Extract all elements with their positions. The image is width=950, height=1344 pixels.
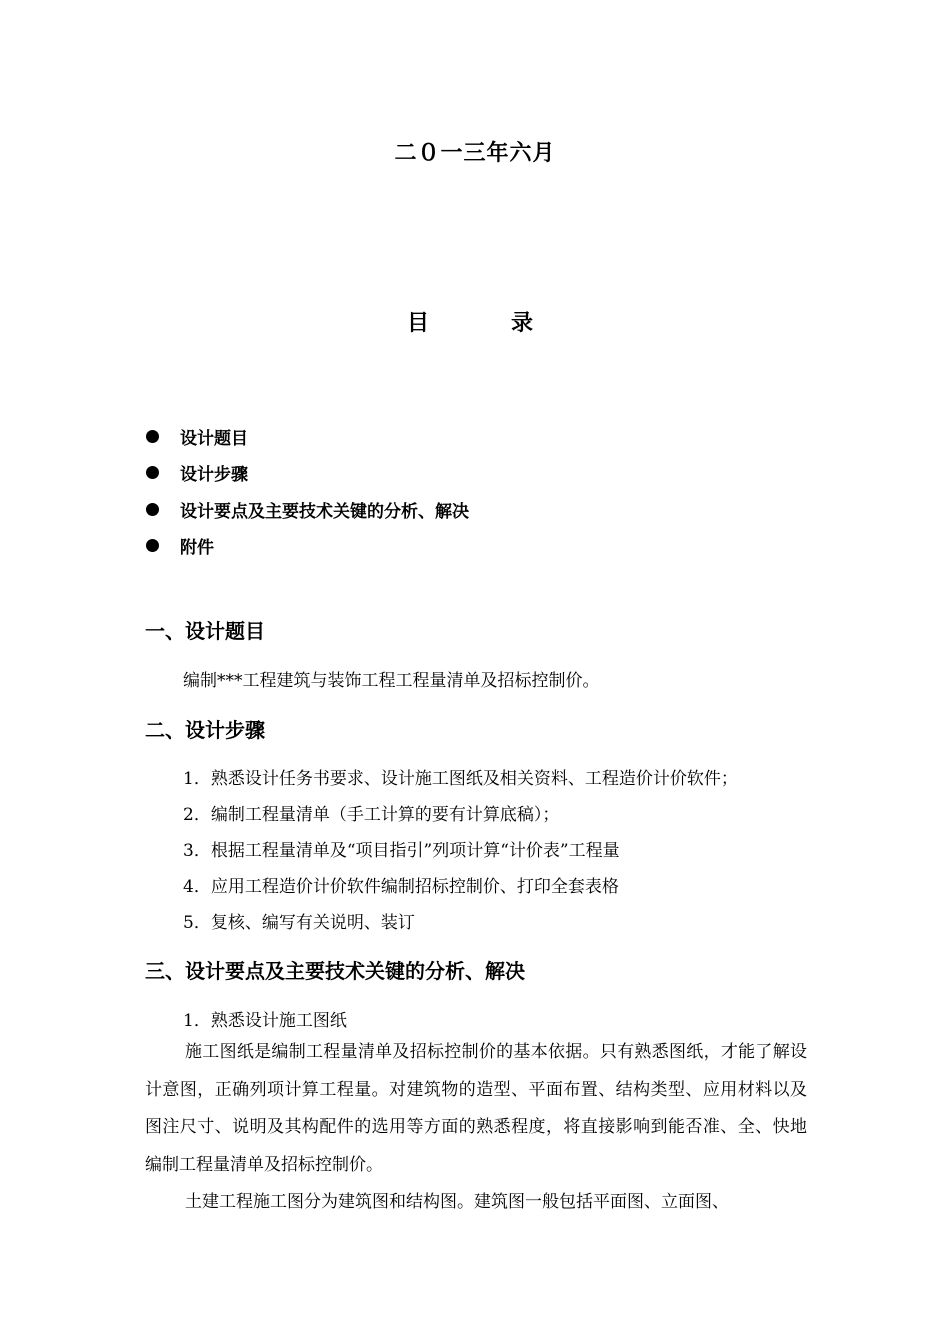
paragraph: 土建工程施工图分为建筑图和结构图。建筑图一般包括平面图、立面图、: [185, 1192, 729, 1212]
toc-title: 目 录: [406, 311, 563, 336]
step-item: 5．复核、编写有关说明、装订: [183, 913, 415, 933]
step-item: 1．熟悉设计任务书要求、设计施工图纸及相关资料、工程造价计价软件；: [183, 769, 738, 789]
bullet-icon: [146, 430, 159, 443]
toc-item: [145, 455, 469, 492]
toc-item: [145, 418, 469, 455]
section-heading-topic: 一、设计题目: [145, 619, 265, 643]
paragraph: 施工图纸是编制工程量清单及招标控制价的基本依据。只有熟悉图纸，才能了解设计意图，正确列项计算工程量。对建筑物的造型、平面布置、结构类型、应用材料以及图注尺寸、说明及其构配件的选用等方面的熟悉程度，将直接影响到能否准、全、快地编制工程量清单及招标控制价。: [145, 1042, 807, 1175]
section-heading-steps: 二、设计步骤: [145, 718, 265, 742]
toc-list: [145, 418, 469, 564]
subsection-heading: 1．熟悉设计施工图纸: [183, 1011, 347, 1031]
section-heading-key-points: 三、设计要点及主要技术关键的分析、解决: [145, 959, 525, 983]
step-item: 4．应用工程造价计价软件编制招标控制价、打印全套表格: [183, 877, 619, 897]
toc-item-label: 设计步骤: [180, 465, 248, 486]
bullet-icon: [146, 466, 159, 479]
toc-item-label: 附件: [180, 538, 214, 559]
bullet-icon: [146, 539, 159, 552]
date-line: 二０一三年六月: [394, 141, 556, 166]
toc-item: [145, 491, 469, 528]
toc-item: [145, 528, 469, 565]
step-item: 2．编制工程量清单（手工计算的要有计算底稿）；: [183, 805, 560, 825]
toc-item-label: 设计题目: [180, 428, 248, 449]
step-item: 3．根据工程量清单及“项目指引”列项计算“计价表”工程量: [183, 841, 620, 861]
section-topic-text: 编制***工程建筑与装饰工程工程量清单及招标控制价。: [183, 671, 600, 691]
toc-item-label: 设计要点及主要技术关键的分析、解决: [180, 501, 469, 522]
bullet-icon: [146, 503, 159, 516]
